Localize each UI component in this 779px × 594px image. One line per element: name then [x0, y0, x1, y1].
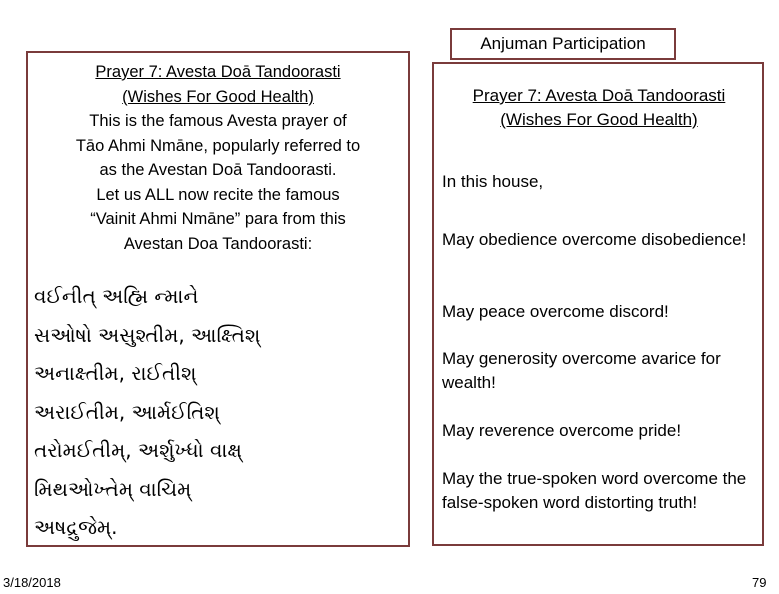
anjuman-participation-badge: Anjuman Participation [450, 28, 676, 60]
left-heading-line: “Vainit Ahmi Nmāne” para from this [90, 210, 346, 228]
gujarati-line: અરાઈતીમ, આર્મઈતિશ્ [34, 399, 220, 424]
translation-line: May obedience overcome disobedience! [442, 230, 747, 249]
left-heading-line: Let us ALL now recite the famous [96, 185, 340, 204]
left-prayer-panel [26, 51, 410, 547]
gujarati-prayer-text [34, 277, 408, 547]
right-translation-panel [432, 62, 764, 546]
footer-date: 3/18/2018 [3, 575, 61, 590]
translation-line: May generosity overcome avarice for wealth! [442, 349, 721, 392]
page-number: 79 [752, 575, 767, 590]
gujarati-line: વઈનીત્ અહ્મિ ન્માને [34, 284, 199, 308]
left-heading-line: as the Avestan Doā Tandoorasti. [99, 161, 337, 179]
gujarati-line: સઓષો અસુશ્તીમ, આક્ષ્તિશ્ [34, 322, 261, 347]
left-heading-subtitle: (Wishes For Good Health) [122, 87, 314, 106]
left-heading-line: Tāo Ahmi Nmāne, popularly referred to [75, 136, 361, 155]
gujarati-line: અષદ્રુજેમ્. [34, 515, 118, 539]
right-title: Prayer 7: Avesta Doā Tandoorasti (Wishes For Good Health) [472, 86, 726, 129]
translation-line: In this house, [442, 172, 544, 191]
gujarati-line: તરોમઈતીમ્, અર્શુખ્ધો વાક્ષ્ [34, 438, 242, 462]
left-heading [28, 60, 408, 256]
translation-line: May peace overcome discord! [442, 302, 669, 321]
translation-line: May the true-spoken word overcome the false-spoken word distorting truth! [442, 469, 747, 512]
translation-line: May reverence overcome pride! [442, 421, 682, 440]
gujarati-line: મિથઓખ્તેમ્ વાચિમ્ [34, 476, 192, 501]
left-heading-line: Avestan Doa Tandoorasti: [123, 234, 313, 253]
left-heading-line: This is the famous Avesta prayer of [89, 112, 347, 130]
left-heading-title: Prayer 7: Avesta Doā Tandoorasti [95, 63, 341, 81]
gujarati-line: અનાક્ષ્તીમ, રાઈતીશ્ [34, 361, 197, 385]
